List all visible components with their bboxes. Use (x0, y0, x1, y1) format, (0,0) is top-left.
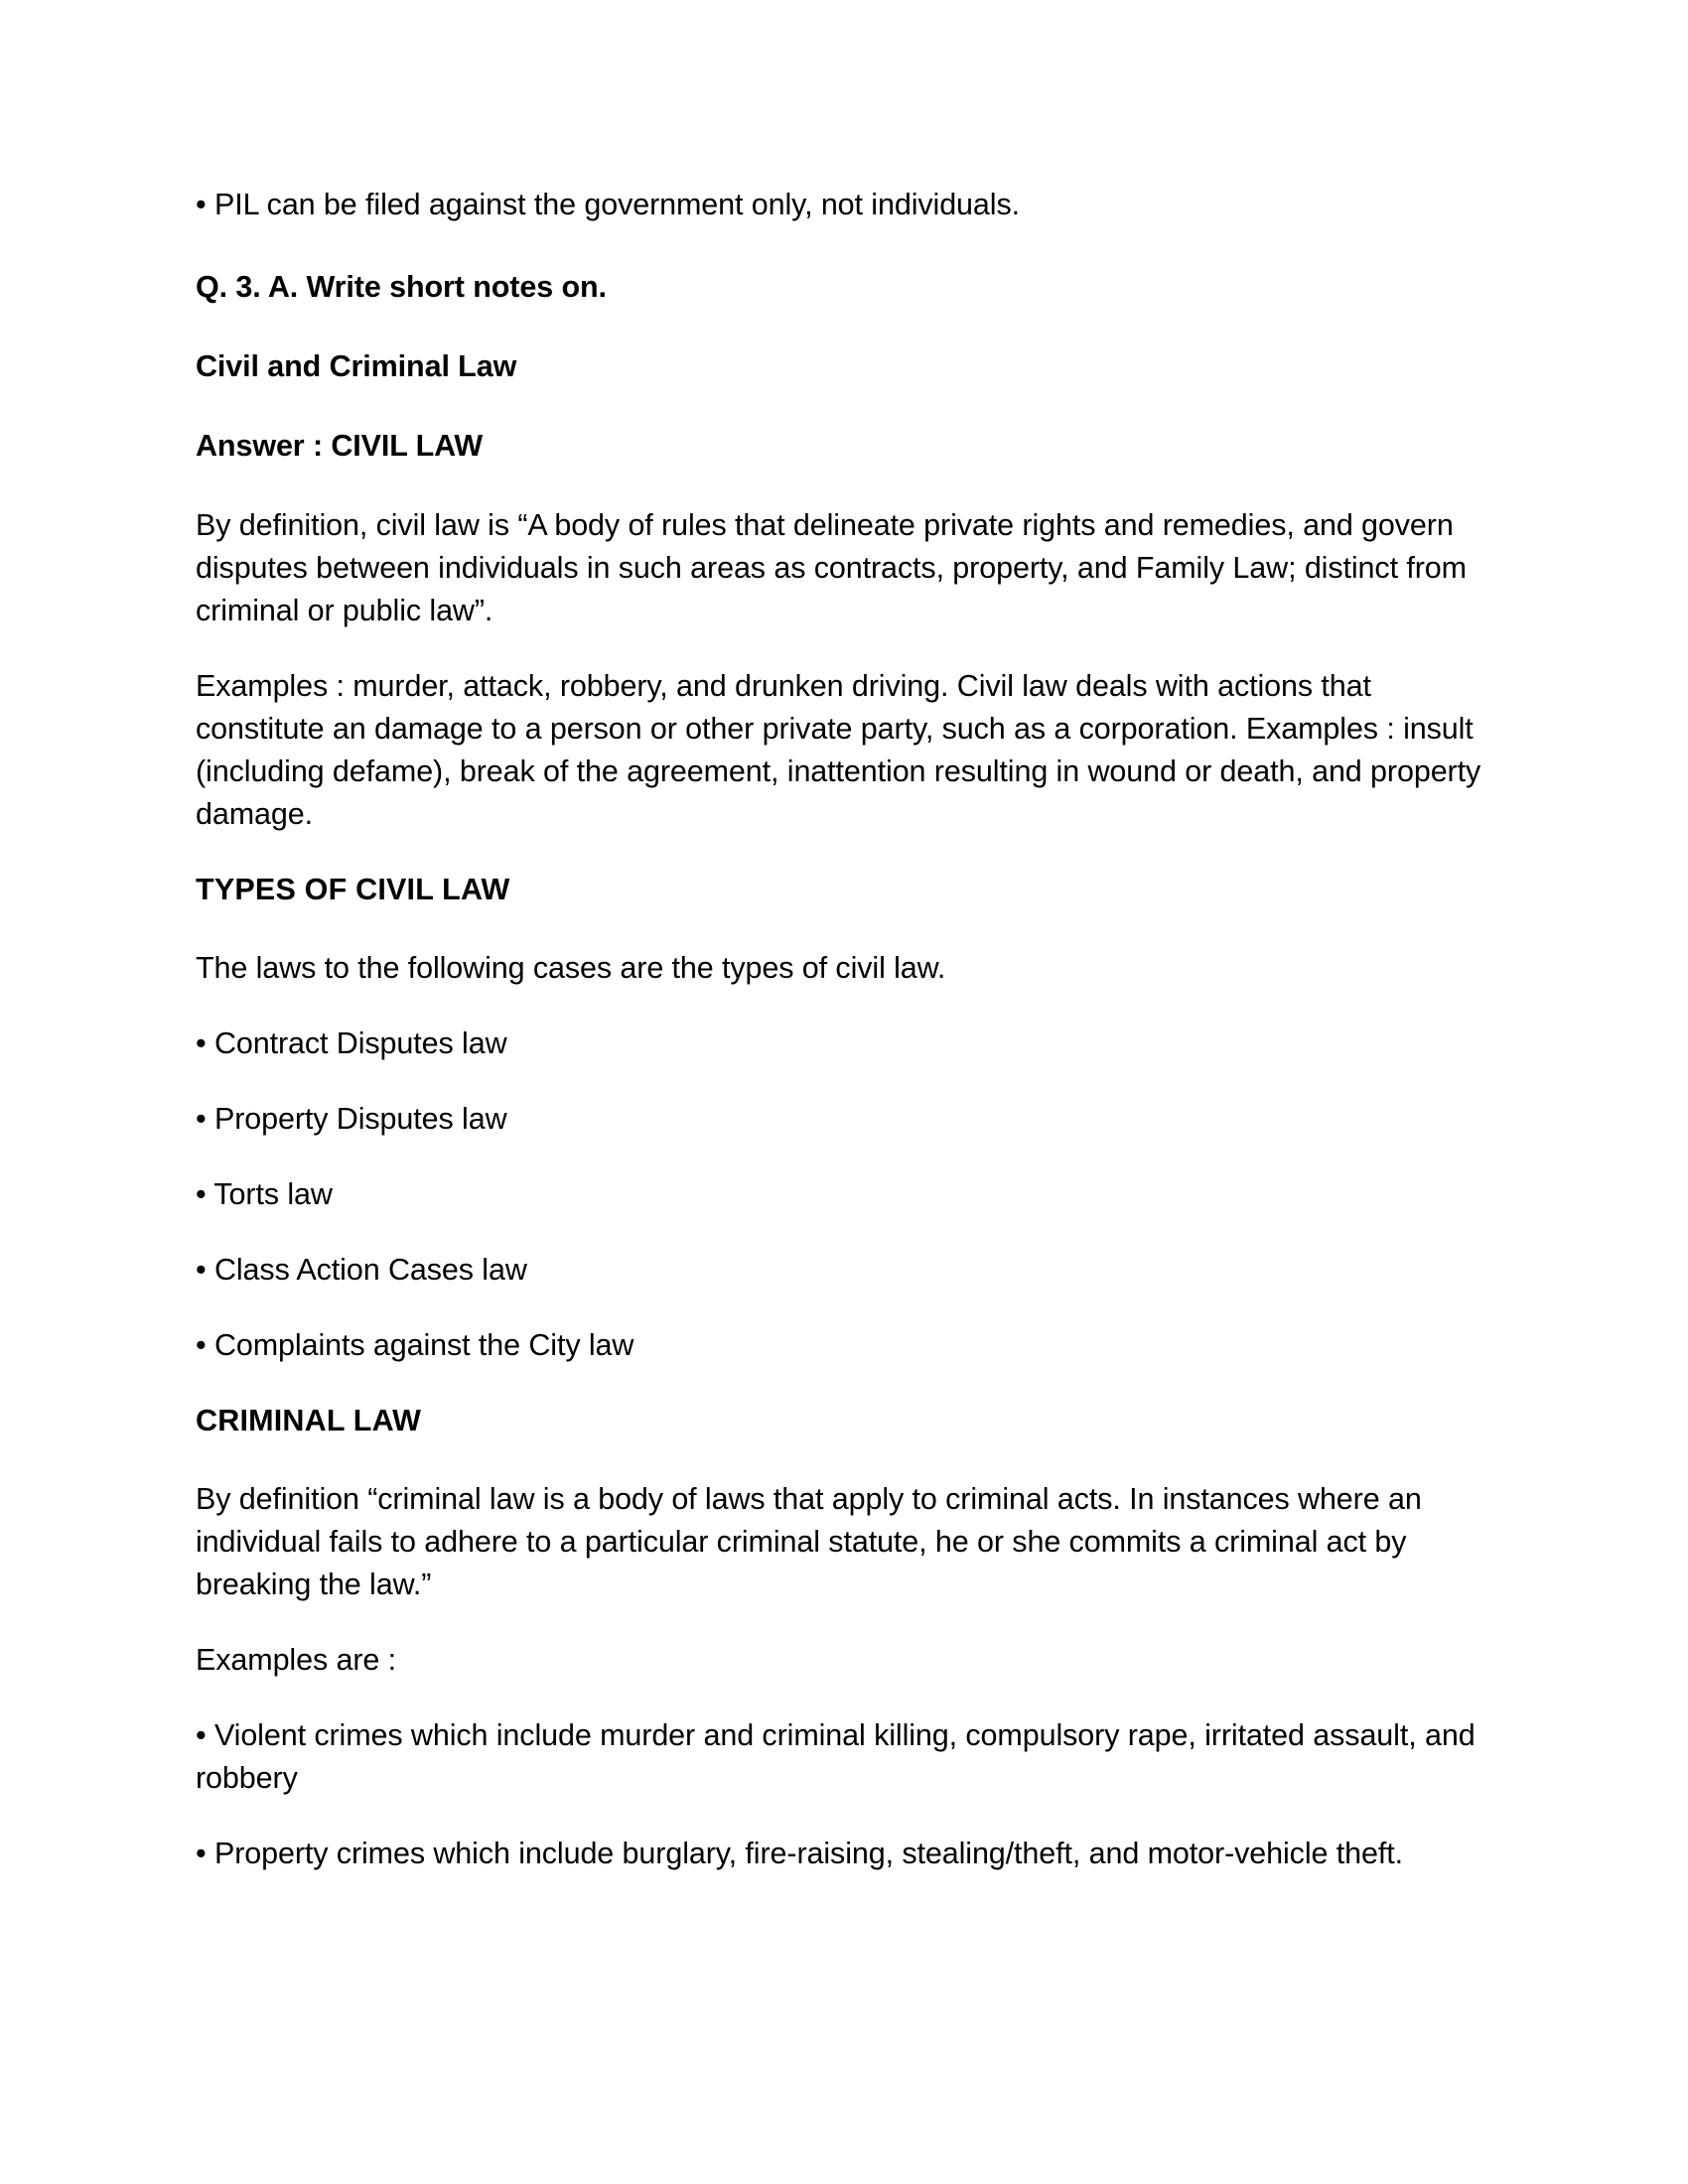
civil-law-types-list (196, 1023, 1481, 1367)
question-heading: Q. 3. A. Write short notes on. (196, 270, 607, 304)
list-item: • Complaints against the City law (196, 1328, 634, 1362)
criminal-law-examples-list (196, 1714, 1481, 1875)
list-item: • Property Disputes law (196, 1102, 507, 1136)
civil-law-examples-paragraph: Examples : murder, attack, robbery, and drunken driving. Civil law deals with actions that constitute an damage to a person or other private party, such as a corporation. Examples : insult (including defame), break of the agreement, inattention resulting in wound or death, and property damage. (196, 669, 1481, 831)
pil-bullet-item: • PIL can be filed against the government only, not individuals. (196, 188, 1020, 221)
types-of-civil-law-intro: The laws to the following cases are the types of civil law. (196, 951, 946, 985)
answer-heading: Answer : CIVIL LAW (196, 429, 484, 463)
criminal-law-title: CRIMINAL LAW (196, 1404, 422, 1437)
criminal-law-examples-intro: Examples are : (196, 1643, 397, 1677)
list-item: • Class Action Cases law (196, 1253, 527, 1287)
topic-heading: Civil and Criminal Law (196, 349, 517, 383)
list-item: • Contract Disputes law (196, 1026, 507, 1060)
criminal-law-definition-paragraph: By definition “criminal law is a body of laws that apply to criminal acts. In instances where an individual fails to adhere to a particular criminal statute, he or she commits a criminal act by breaking the law.” (196, 1482, 1422, 1601)
list-item: • Property crimes which include burglary, fire-raising, stealing/theft, and motor-vehicle theft. (196, 1837, 1403, 1870)
list-item: • Violent crimes which include murder and criminal killing, compulsory rape, irritated assault, and robbery (196, 1718, 1476, 1795)
types-of-civil-law-title: TYPES OF CIVIL LAW (196, 873, 510, 906)
document-body (196, 184, 1481, 1875)
list-item: • Torts law (196, 1177, 333, 1211)
civil-law-definition-paragraph: By definition, civil law is “A body of rules that delineate private rights and remedies, and govern disputes between individuals in such areas as contracts, property, and Family Law; distinct from criminal or public law”. (196, 508, 1467, 627)
